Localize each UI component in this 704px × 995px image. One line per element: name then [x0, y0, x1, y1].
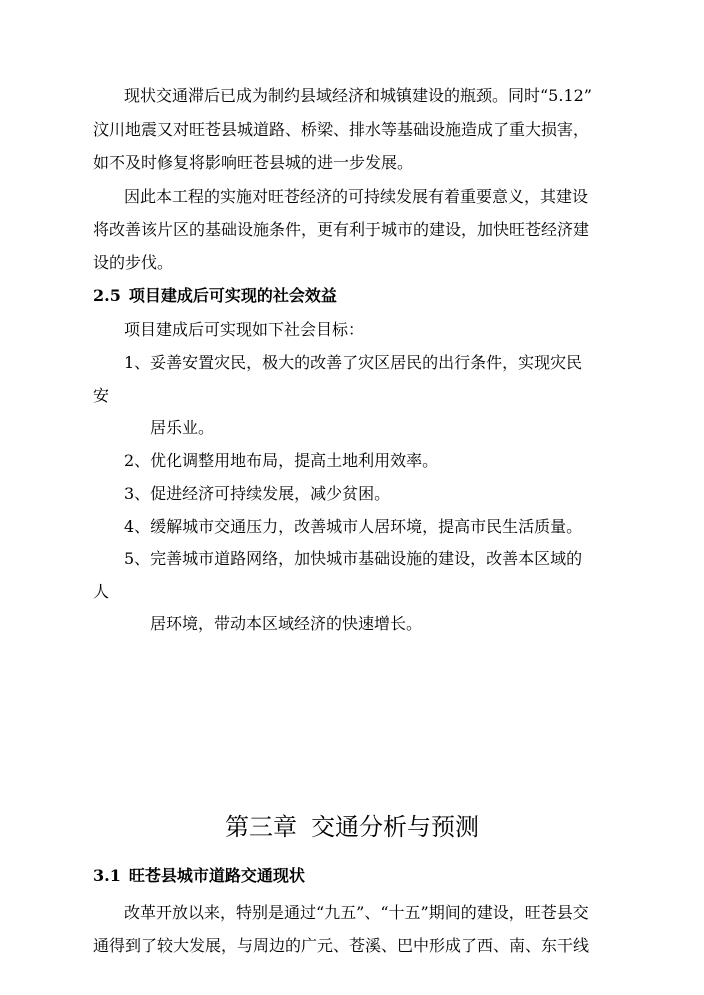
section-2-5-heading	[93, 286, 337, 306]
section-3-1-line-1: 改革开放以来，特别是通过“九五”、“十五”期间的建设，旺苍县交	[124, 903, 589, 922]
list-item-4-line-1: 4、缓解城市交通压力，改善城市人居环境，提高市民生活质量。	[124, 517, 583, 536]
paragraph-1-line-3: 如不及时修复将影响旺苍县城的进一步发展。	[93, 153, 414, 172]
section-2-5-title: 项目建成后可实现的社会效益	[128, 286, 337, 305]
paragraph-1-line-1: 现状交通滞后已成为制约县域经济和城镇建设的瓶颈。同时“5.12”	[124, 86, 592, 105]
list-item-2-line-1: 2、优化调整用地布局，提高土地利用效率。	[124, 451, 439, 470]
section-3-1-number: 3.1	[93, 866, 121, 885]
section-2-5-number: 2.5	[93, 286, 121, 305]
section-2-5-intro: 项目建成后可实现如下社会目标：	[124, 320, 365, 339]
section-3-1-heading	[93, 866, 305, 886]
paragraph-2-line-2: 将改善该片区的基础设施条件，更有利于城市的建设，加快旺苍经济建	[93, 220, 590, 239]
section-3-1-line-2: 通得到了较大发展，与周边的广元、苍溪、巴中形成了西、南、东干线	[93, 936, 590, 955]
list-item-5-line-3: 居环境，带动本区域经济的快速增长。	[150, 614, 423, 633]
list-item-1-line-3: 居乐业。	[150, 418, 215, 437]
paragraph-2-line-3: 设的步伐。	[93, 253, 174, 272]
paragraph-1-line-2: 汶川地震又对旺苍县城道路、桥梁、排水等基础设施造成了重大损害，	[93, 120, 590, 139]
chapter-3-heading	[0, 812, 704, 842]
list-item-3-line-1: 3、促进经济可持续发展，减少贫困。	[124, 484, 391, 503]
list-item-5-line-2: 人	[93, 582, 110, 601]
list-item-1-line-2: 安	[93, 386, 110, 405]
list-item-5-line-1: 5、完善城市道路网络，加快城市基础设施的建设，改善本区域的	[124, 549, 583, 568]
list-item-1-line-1: 1、妥善安置灾民，极大的改善了灾区居民的出行条件，实现灾民	[124, 353, 583, 372]
paragraph-2-line-1: 因此本工程的实施对旺苍经济的可持续发展有着重要意义，其建设	[124, 187, 589, 206]
section-3-1-title: 旺苍县城市道路交通现状	[128, 866, 305, 885]
chapter-3-number: 第三章	[225, 813, 297, 841]
chapter-3-title: 交通分析与预测	[311, 813, 479, 841]
